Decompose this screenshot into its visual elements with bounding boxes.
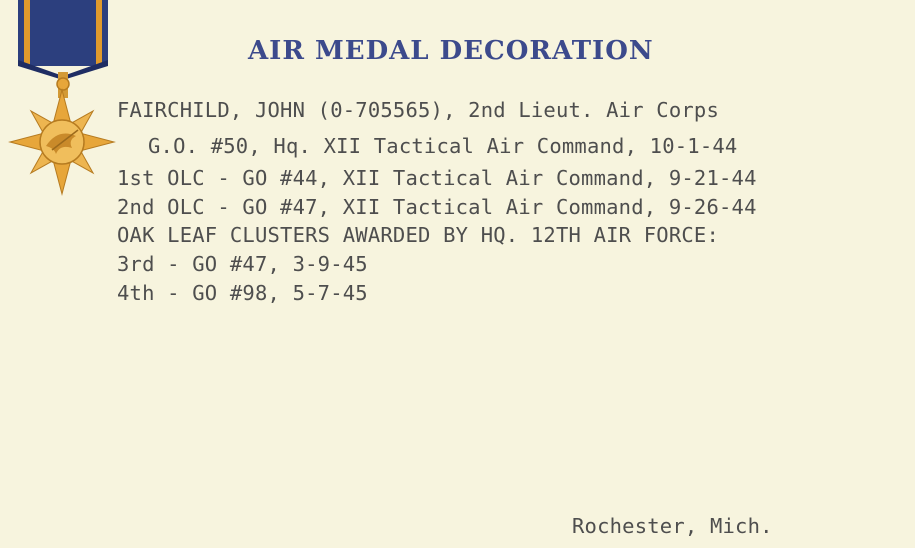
location-text: Rochester, Mich. <box>572 514 773 538</box>
general-order-line: G.O. #50, Hq. XII Tactical Air Command, 10-1-44 <box>148 134 738 158</box>
air-medal-icon <box>4 0 116 200</box>
recipient-line: FAIRCHILD, JOHN (0-705565), 2nd Lieut. Air Corps <box>117 98 720 122</box>
oak-leaf-heading: OAK LEAF CLUSTERS AWARDED BY HQ. 12TH AIR FORCE: <box>117 223 720 247</box>
card-title: AIR MEDAL DECORATION <box>248 36 654 66</box>
first-olc-line: 1st OLC - GO #44, XII Tactical Air Command, 9-21-44 <box>117 166 757 190</box>
fourth-olc-line: 4th - GO #98, 5-7-45 <box>117 281 368 305</box>
third-olc-line: 3rd - GO #47, 3-9-45 <box>117 252 368 276</box>
second-olc-line: 2nd OLC - GO #47, XII Tactical Air Command, 9-26-44 <box>117 195 757 219</box>
